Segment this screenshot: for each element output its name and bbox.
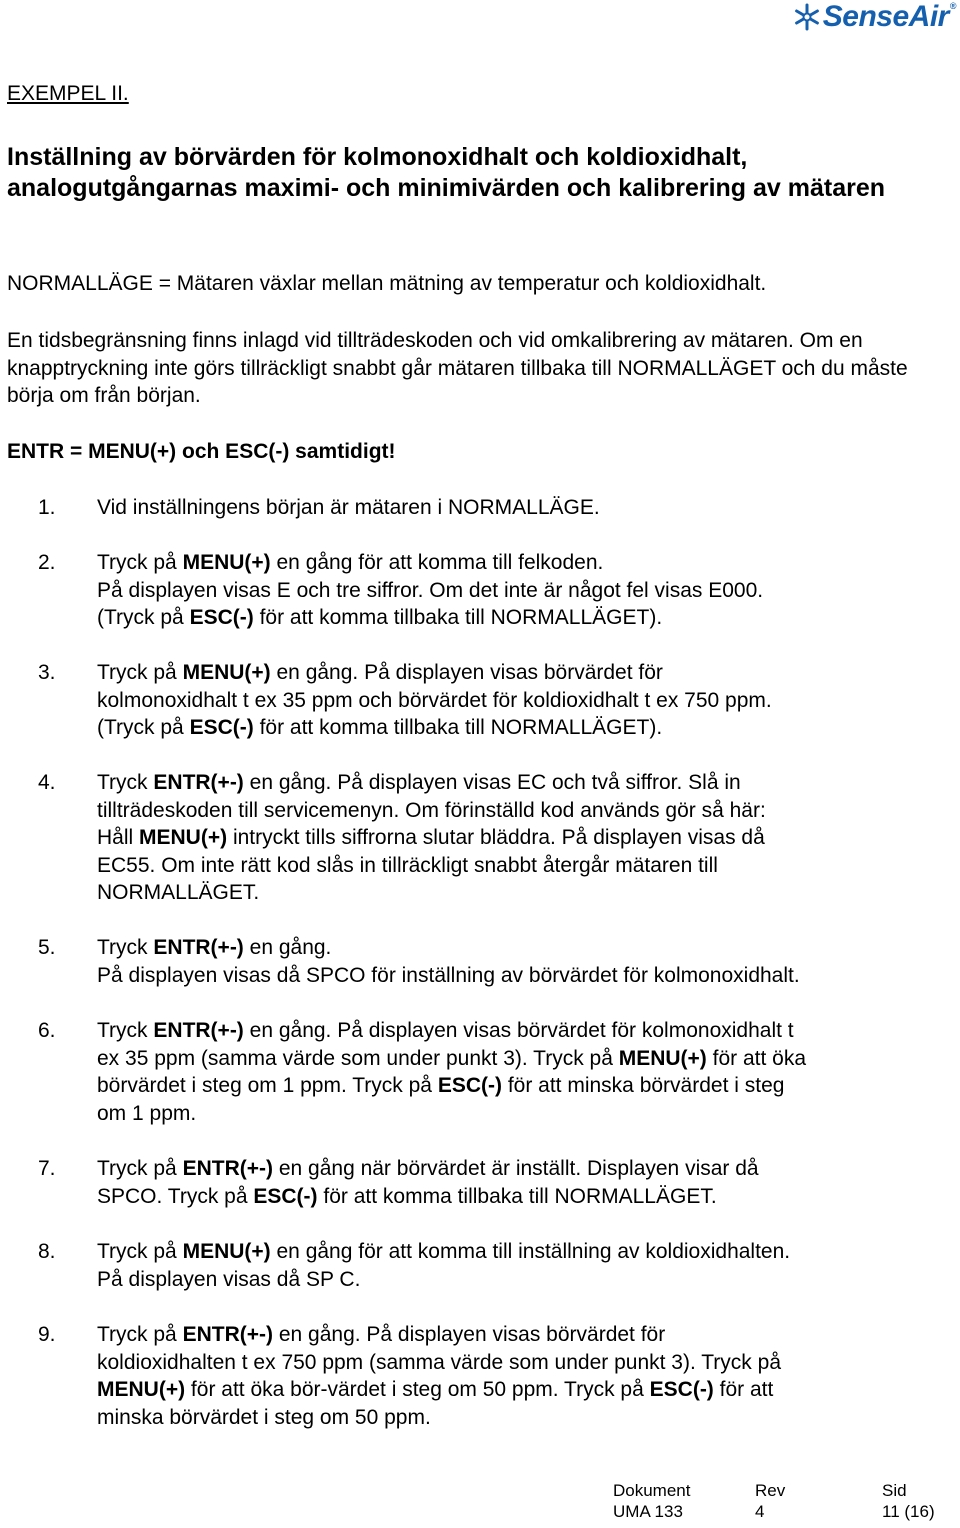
key-name: MENU(+) <box>139 826 228 849</box>
key-name: ENTR(+-) <box>153 771 244 794</box>
step-text: Tryck på MENU(+) en gång. På displayen visas börvärdet för kolmonoxidhalt t ex 35 ppm och börvärdet för koldioxidhalt t ex 750 ppm. (Tryck på ESC(-) för att komma tillbaka till NORMALLÄGET). <box>97 661 772 739</box>
step-item <box>7 1155 952 1210</box>
key-name: ESC(-) <box>649 1378 714 1401</box>
footer-sid-label: Sid <box>882 1481 907 1500</box>
step-item <box>7 494 952 522</box>
footer-sid-value: 11 (16) <box>882 1502 935 1521</box>
step-text: Tryck ENTR(+-) en gång. På displayen visas då SPCO för inställning av börvärdet för kolmonoxidhalt. <box>97 936 800 987</box>
step-item <box>7 769 952 907</box>
step-text: Tryck på MENU(+) en gång för att komma till inställning av koldioxidhalten. På displayen visas då SP C. <box>97 1240 791 1291</box>
step-number: 8. <box>38 1240 56 1263</box>
key-name: MENU(+) <box>618 1046 707 1070</box>
step-number: 7. <box>38 1157 56 1180</box>
page-heading: Inställning av börvärden för kolmonoxidhalt och koldioxidhalt, analogutgångarnas maximi- och minimivärden och kalibrering av mätaren <box>7 143 886 202</box>
brand-name: SenseAir® <box>822 0 956 33</box>
step-number: 6. <box>38 1019 56 1042</box>
step-number: 1. <box>38 496 56 519</box>
step-number: 4. <box>38 771 56 794</box>
section-title: EXEMPEL II. <box>7 82 129 105</box>
step-number: 9. <box>38 1323 56 1346</box>
step-item <box>7 1321 952 1431</box>
step-number: 5. <box>38 936 56 959</box>
key-name: ENTR(+-) <box>182 1157 273 1180</box>
step-text: Tryck på ENTR(+-) en gång. På displayen visas börvärdet för koldioxidhalten t ex 750 ppm (samma värde som under punkt 3). Tryck på MENU(+) för att öka bör-värdet i steg om 50 ppm. Tryck på ESC(-) för att minska börvärdet i steg om 50 ppm. <box>97 1323 781 1429</box>
snowflake-icon <box>793 3 821 31</box>
key-name: ENTR(+-) <box>182 1323 273 1346</box>
key-name: ENTR(+-) <box>153 936 244 959</box>
key-name: ESC(-) <box>189 606 254 629</box>
step-text: Vid inställningens början är mätaren i NORMALLÄGE. <box>97 496 600 519</box>
brand-logo <box>793 2 956 32</box>
step-item <box>7 659 952 742</box>
step-text: Tryck ENTR(+-) en gång. På displayen visas börvärdet för kolmonoxidhalt t ex 35 ppm (samma värde som under punkt 3). Tryck på MENU(+) för att öka börvärdet i steg om 1 ppm. Tryck på ESC(-) för att minska börvärdet i steg om 1 ppm. <box>97 1019 807 1125</box>
step-text: Tryck på MENU(+) en gång för att komma till felkoden. På displayen visas E och tre siffror. Om det inte är något fel visas E000. (Tryck på ESC(-) för att komma tillbaka till NORMALLÄGET). <box>97 551 764 629</box>
footer-rev-label: Rev <box>755 1481 786 1500</box>
key-name: ESC(-) <box>189 716 254 739</box>
footer-doc-value: UMA 133 <box>613 1502 683 1521</box>
step-number: 2. <box>38 551 56 574</box>
key-name: ENTR(+-) <box>153 1019 244 1042</box>
normal-mode-definition: NORMALLÄGE = Mätaren växlar mellan mätning av temperatur och koldioxidhalt. <box>7 272 767 295</box>
step-item <box>7 549 952 632</box>
step-number: 3. <box>38 661 56 684</box>
key-name: MENU(+) <box>182 1240 271 1263</box>
step-text: Tryck på ENTR(+-) en gång när börvärdet är inställt. Displayen visar då SPCO. Tryck på ESC(-) för att komma tillbaka till NORMALLÄGET. <box>97 1157 759 1208</box>
step-item <box>7 1238 952 1293</box>
footer-doc-label: Dokument <box>613 1481 691 1500</box>
key-name: MENU(+) <box>97 1378 186 1401</box>
key-name: MENU(+) <box>182 661 271 684</box>
step-item <box>7 934 952 989</box>
step-item <box>7 1017 952 1127</box>
key-name: ESC(-) <box>253 1184 318 1208</box>
footer-rev-value: 4 <box>755 1502 765 1521</box>
key-name: ESC(-) <box>437 1074 502 1097</box>
time-limit-note: En tidsbegränsning finns inlagd vid tillträdeskoden och vid omkalibrering av mätaren. Om en knapptryckning inte görs tillräckligt snabbt går mätaren tillbaka till NORMALLÄGET och du måste börja om från början. <box>7 329 908 407</box>
entr-rule: ENTR = MENU(+) och ESC(-) samtidigt! <box>7 440 396 463</box>
key-name: MENU(+) <box>182 551 271 574</box>
step-text: Tryck ENTR(+-) en gång. På displayen visas EC och två siffror. Slå in tillträdeskoden till servicemenyn. Om förinställd kod används gör så här: Håll MENU(+) intryckt tills siffrorna slutar bläddra. På displayen visas då EC55. Om inte rätt kod slås in tillräckligt snabbt återgår mätaren till NORMALLÄGET. <box>97 771 766 904</box>
